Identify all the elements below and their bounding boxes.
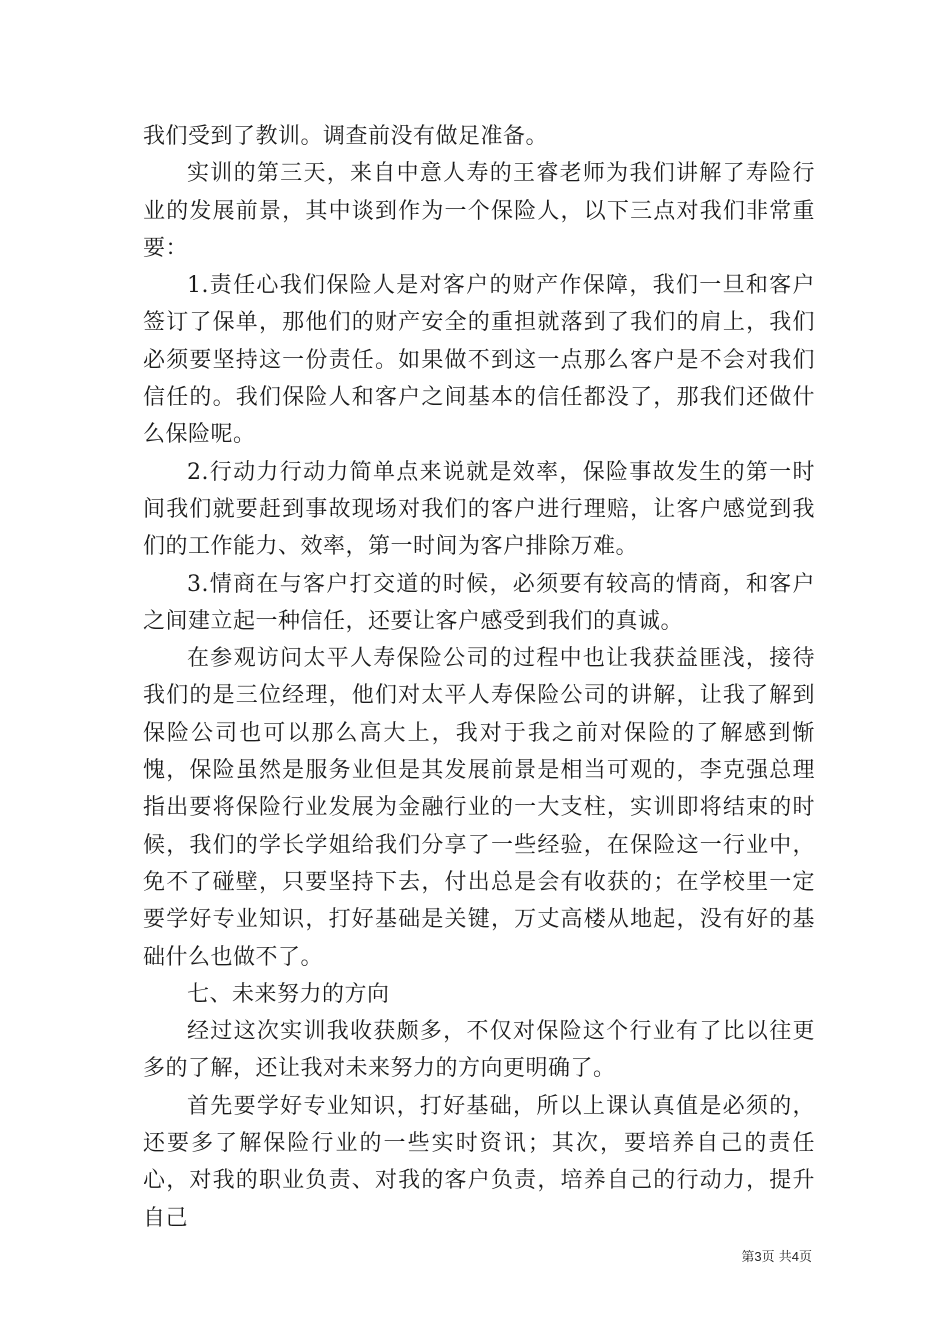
paragraph-point-action: 2.行动力行动力简单点来说就是效率，保险事故发生的第一时间我们就要赶到事故现场对我们的客户进行理赔，让客户感觉到我们的工作能力、效率，第一时间为客户排除万难。 — [143, 459, 815, 560]
body-text — [143, 118, 815, 1237]
page-footer — [700, 1248, 812, 1267]
paragraph-point-eq: 3.情商在与客户打交道的时候，必须要有较高的情商，和客户之间建立起一种信任，还要让客户感受到我们的真诚。 — [143, 571, 815, 634]
footer-prefix: 第 — [741, 1250, 755, 1265]
footer-page-number: 3 — [754, 1249, 762, 1264]
footer-suffix: 页 — [798, 1250, 812, 1265]
paragraph-plans: 首先要学好专业知识，打好基础，所以上课认真值是必须的，还要多了解保险行业的一些实时资讯；其次，要培养自己的责任心，对我的职业负责、对我的客户负责，培养自己的行动力，提升自己 — [143, 1093, 815, 1231]
footer-middle: 页 共 — [761, 1250, 792, 1265]
paragraph-point-responsibility: 1.责任心我们保险人是对客户的财产作保障，我们一旦和客户签订了保单，那他们的财产安全的重担就落到了我们的肩上，我们必须要坚持这一份责任。如果做不到这一点那么客户是不会对我们信任的。我们保险人和客户之间基本的信任都没了，那我们还做什么保险呢。 — [143, 273, 815, 448]
paragraph-training-day-three: 实训的第三天，来自中意人寿的王睿老师为我们讲解了寿险行业的发展前景，其中谈到作为一个保险人，以下三点对我们非常重要： — [143, 161, 815, 261]
section-heading-future-direction: 七、未来努力的方向 — [187, 981, 390, 1007]
paragraph-gains: 经过这次实训我收获颇多，不仅对保险这个行业有了比以往更多的了解，还让我对未来努力的方向更明确了。 — [143, 1019, 815, 1082]
paragraph-company-visit: 在参观访问太平人寿保险公司的过程中也让我获益匪浅，接待我们的是三位经理，他们对太平人寿保险公司的讲解，让我了解到保险公司也可以那么高大上，我对于我之前对保险的了解感到惭愧，保险虽然是服务业但是其发展前景是相当可观的，李克强总理指出要将保险行业发展为金融行业的一大支柱，实训即将结束的时候，我们的学长学姐给我们分享了一些经验，在保险这一行业中，免不了碰壁，只要坚持下去，付出总是会有收获的；在学校里一定要学好专业知识，打好基础是关键，万丈高楼从地起，没有好的基础什么也做不了。 — [143, 646, 815, 970]
paragraph-continuation: 我们受到了教训。调查前没有做足准备。 — [143, 124, 549, 149]
footer-total-pages: 4 — [791, 1249, 799, 1264]
